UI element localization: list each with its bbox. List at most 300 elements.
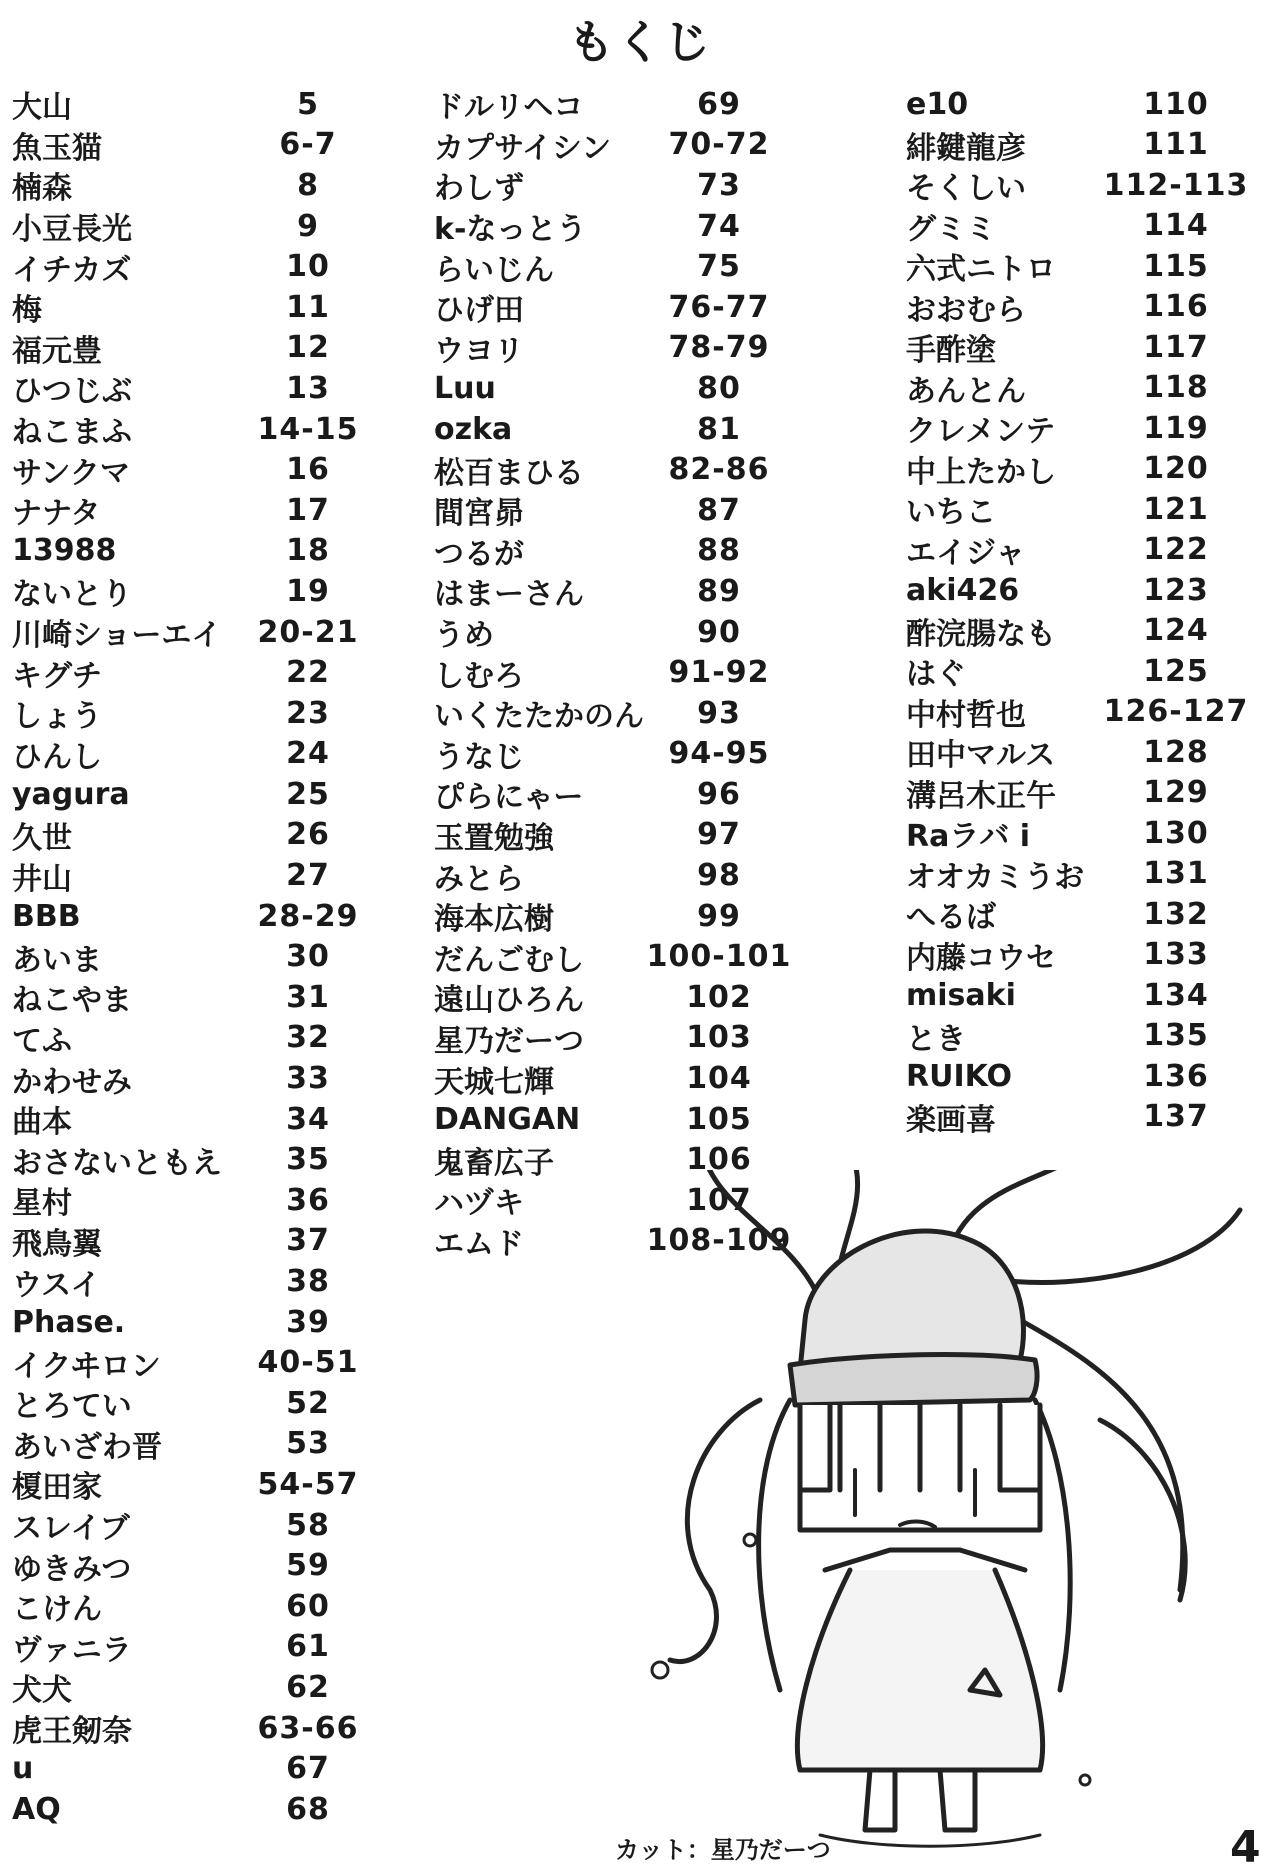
toc-row <box>906 975 1251 1016</box>
toc-author-name: aki426 <box>906 572 1020 608</box>
toc-page-range: 63-66 <box>257 1710 359 1746</box>
toc-author-name: とろてい <box>12 1389 132 1425</box>
character-illustration <box>640 1170 1280 1850</box>
toc-page-range: 31 <box>286 979 330 1015</box>
toc-author-name: ウスイ <box>12 1267 101 1303</box>
toc-page-range: 93 <box>697 695 741 731</box>
toc-row <box>12 1058 372 1099</box>
toc-row <box>906 327 1251 368</box>
toc-page-range: 10 <box>286 249 330 285</box>
toc-page-range: 96 <box>697 776 741 812</box>
toc-author-name: AQ <box>12 1791 61 1827</box>
toc-page-range: 6-7 <box>279 127 337 163</box>
toc-page-range: 90 <box>697 614 741 650</box>
toc-page-range: 69 <box>697 86 741 122</box>
illustration-credit: カット：星乃だーつ <box>615 1836 831 1864</box>
toc-author-name: 川崎ショーエイ <box>12 618 222 654</box>
toc-author-name: ヴァニラ <box>12 1632 132 1668</box>
toc-author-name: ナナタ <box>12 496 101 532</box>
toc-page-range: 133 <box>1143 937 1209 973</box>
toc-row <box>12 1505 372 1546</box>
toc-row <box>12 734 372 775</box>
toc-author-name: ひつじぶ <box>12 374 132 410</box>
toc-row <box>906 84 1251 125</box>
toc-author-name: つるが <box>434 536 524 572</box>
toc-page-range: 14-15 <box>257 411 359 447</box>
toc-page-range: 23 <box>286 695 330 731</box>
toc-row <box>12 165 372 206</box>
toc-author-name: あいま <box>12 942 102 978</box>
toc-author-name: 虎王剱奈 <box>12 1714 132 1750</box>
toc-row <box>12 896 372 937</box>
toc-row <box>12 1708 372 1749</box>
toc-row <box>434 855 799 896</box>
toc-row <box>906 854 1251 895</box>
toc-row <box>12 246 372 287</box>
toc-page-range: 99 <box>697 898 741 934</box>
toc-page-range: 33 <box>286 1061 330 1097</box>
toc-row <box>12 1586 372 1627</box>
toc-page-range: 123 <box>1143 572 1209 608</box>
toc-row <box>906 651 1251 692</box>
toc-author-name: 緋鍵龍彦 <box>906 130 1026 166</box>
toc-row <box>434 693 799 734</box>
toc-author-name: うめ <box>434 618 494 654</box>
toc-page-range: 129 <box>1143 775 1209 811</box>
toc-page-range: 34 <box>286 1101 330 1137</box>
toc-row <box>434 206 799 247</box>
toc-page-range: 58 <box>286 1507 330 1543</box>
toc-page-range: 30 <box>286 939 330 975</box>
toc-author-name: こけん <box>12 1592 102 1628</box>
toc-page-range: 126-127 <box>1103 694 1249 730</box>
toc-page-range: 70-72 <box>668 127 770 163</box>
toc-row <box>434 449 799 490</box>
toc-author-name: 内藤コウセ <box>906 940 1056 976</box>
toc-page-range: 131 <box>1143 856 1209 892</box>
toc-row <box>906 206 1251 247</box>
toc-row <box>12 1180 372 1221</box>
toc-row <box>434 815 799 856</box>
toc-row <box>434 1018 799 1059</box>
toc-page-range: 74 <box>697 208 741 244</box>
toc-author-name: 犬犬 <box>12 1673 72 1709</box>
toc-row <box>12 1099 372 1140</box>
toc-author-name: k-なっとう <box>434 212 587 248</box>
toc-page-range: 5 <box>297 86 319 122</box>
toc-row <box>12 1789 372 1830</box>
toc-page-range: 130 <box>1143 815 1209 851</box>
toc-page-range: 37 <box>286 1223 330 1259</box>
toc-page-range: 114 <box>1143 208 1209 244</box>
toc-page-range: 108-109 <box>646 1223 792 1259</box>
toc-row <box>906 773 1251 814</box>
toc-author-name: ねこやま <box>12 983 132 1019</box>
toc-author-name: しむろ <box>434 658 524 694</box>
toc-row <box>12 368 372 409</box>
toc-page-range: 18 <box>286 533 330 569</box>
toc-row <box>906 894 1251 935</box>
toc-row <box>12 855 372 896</box>
toc-page-range: 27 <box>286 858 330 894</box>
toc-row <box>906 732 1251 773</box>
toc-author-name: はまーさん <box>434 577 584 613</box>
toc-row <box>906 1016 1251 1057</box>
toc-page-range: 78-79 <box>668 330 770 366</box>
toc-page-range: 54-57 <box>257 1466 359 1502</box>
toc-author-name: 曲本 <box>12 1105 72 1141</box>
toc-page-range: 124 <box>1143 613 1209 649</box>
toc-page-range: 9 <box>297 208 319 244</box>
toc-row <box>12 1383 372 1424</box>
toc-row <box>434 531 799 572</box>
toc-page-range: 115 <box>1143 248 1209 284</box>
toc-row <box>434 409 799 450</box>
toc-page-range: 16 <box>286 452 330 488</box>
toc-author-name: 梅 <box>12 293 42 329</box>
toc-page-range: 8 <box>297 167 319 203</box>
toc-page-range: 24 <box>286 736 330 772</box>
toc-author-name: イクヰロン <box>12 1348 161 1384</box>
toc-author-name: 井山 <box>12 861 72 897</box>
toc-page-range: 137 <box>1143 1099 1209 1135</box>
toc-page-range: 40-51 <box>257 1345 359 1381</box>
toc-row <box>12 1627 372 1668</box>
toc-page-range: 103 <box>686 1020 752 1056</box>
toc-author-name: へるば <box>906 900 996 936</box>
toc-row <box>12 815 372 856</box>
toc-row <box>12 1139 372 1180</box>
toc-page-range: 89 <box>697 573 741 609</box>
toc-page-range: 97 <box>697 817 741 853</box>
toc-page-range: 88 <box>697 533 741 569</box>
toc-row <box>434 84 799 125</box>
toc-row <box>12 1261 372 1302</box>
toc-row <box>12 1748 372 1789</box>
toc-page-range: 12 <box>286 330 330 366</box>
toc-page-range: 13 <box>286 370 330 406</box>
toc-page-range: 39 <box>286 1304 330 1340</box>
toc-author-name: 鬼畜広子 <box>434 1145 554 1181</box>
toc-page-range: 59 <box>286 1548 330 1584</box>
toc-row <box>12 449 372 490</box>
toc-author-name: DANGAN <box>434 1101 581 1137</box>
toc-row <box>12 1302 372 1343</box>
toc-page-range: 102 <box>686 979 752 1015</box>
toc-row <box>12 287 372 328</box>
toc-page-range: 111 <box>1143 127 1209 163</box>
toc-row <box>12 1221 372 1262</box>
toc-row <box>906 125 1251 166</box>
toc-author-name: ひんし <box>12 739 102 775</box>
toc-row <box>12 612 372 653</box>
toc-row <box>434 734 799 775</box>
toc-author-name: 間宮昴 <box>434 496 524 532</box>
toc-page-range: 36 <box>286 1182 330 1218</box>
toc-row <box>12 1464 372 1505</box>
toc-author-name: 手酢塗 <box>906 333 996 369</box>
toc-row <box>12 693 372 734</box>
toc-author-name: RUIKO <box>906 1058 1013 1094</box>
toc-row <box>906 611 1251 652</box>
toc-author-name: misaki <box>906 977 1016 1013</box>
toc-author-name: 久世 <box>12 820 72 856</box>
toc-author-name: ハヅキ <box>434 1186 524 1222</box>
toc-author-name: e10 <box>906 86 969 122</box>
toc-page-range: 22 <box>286 655 330 691</box>
toc-author-name: かわせみ <box>12 1064 132 1100</box>
toc-page-range: 110 <box>1143 86 1209 122</box>
toc-author-name: うなじ <box>434 739 524 775</box>
toc-page-range: 26 <box>286 817 330 853</box>
toc-page-range: 136 <box>1143 1058 1209 1094</box>
toc-author-name: Raラバ i <box>906 819 1031 855</box>
toc-row <box>906 570 1251 611</box>
toc-row <box>906 1056 1251 1097</box>
toc-row <box>434 1058 799 1099</box>
toc-row <box>434 896 799 937</box>
toc-row <box>12 125 372 166</box>
toc-author-name: 中上たかし <box>906 454 1056 490</box>
toc-row <box>906 287 1251 328</box>
toc-author-name: ozka <box>434 411 513 447</box>
tentacle-right-bottom <box>1100 1420 1185 1600</box>
toc-author-name: 玉置勉強 <box>434 820 554 856</box>
toc-author-name: u <box>12 1751 34 1787</box>
toc-page-range: 68 <box>286 1791 330 1827</box>
toc-author-name: エイジャ <box>906 535 1026 571</box>
toc-row <box>434 125 799 166</box>
toc-page-range: 91-92 <box>668 655 770 691</box>
toc-page-range: 117 <box>1143 329 1209 365</box>
toc-row <box>12 977 372 1018</box>
toc-row <box>12 1545 372 1586</box>
toc-page-range: 82-86 <box>668 452 770 488</box>
toc-page-range: 67 <box>286 1751 330 1787</box>
toc-page-range: 52 <box>286 1385 330 1421</box>
toc-row <box>12 1342 372 1383</box>
toc-row <box>906 813 1251 854</box>
toc-author-name: 酢浣腸なも <box>906 616 1056 652</box>
toc-page-range: 35 <box>286 1142 330 1178</box>
toc-page-range: 62 <box>286 1669 330 1705</box>
toc-row <box>434 652 799 693</box>
toc-author-name: ねこまふ <box>12 415 132 451</box>
toc-author-name: おおむら <box>906 292 1026 328</box>
toc-row <box>906 368 1251 409</box>
toc-row <box>12 490 372 531</box>
toc-row <box>434 246 799 287</box>
toc-author-name: 福元豊 <box>12 333 102 369</box>
toc-page-range: 122 <box>1143 532 1209 568</box>
toc-author-name: てふ <box>12 1023 72 1059</box>
toc-author-name: おさないともえ <box>12 1145 222 1181</box>
toc-page-range: 132 <box>1143 896 1209 932</box>
toc-page-range: 100-101 <box>646 939 792 975</box>
toc-row <box>12 531 372 572</box>
toc-page-range: 107 <box>686 1182 752 1218</box>
toc-author-name: 六式ニトロ <box>906 252 1056 288</box>
toc-row <box>906 246 1251 287</box>
toc-author-name: 楽画喜 <box>906 1102 996 1138</box>
toc-page-range: 112-113 <box>1103 167 1249 203</box>
toc-page-range: 134 <box>1143 977 1209 1013</box>
toc-row <box>434 1099 799 1140</box>
toc-author-name: キグチ <box>12 658 102 694</box>
toc-page-range: 80 <box>697 370 741 406</box>
toc-row <box>434 328 799 369</box>
toc-author-name: あいざわ晋 <box>12 1429 162 1465</box>
toc-author-name: あんとん <box>906 373 1026 409</box>
toc-author-name: サンクマ <box>12 455 130 491</box>
toc-page-range: 25 <box>286 776 330 812</box>
toc-author-name: 星乃だーつ <box>434 1023 584 1059</box>
toc-author-name: グミミ <box>906 211 996 247</box>
toc-row <box>434 490 799 531</box>
toc-page-range: 28-29 <box>257 898 359 934</box>
toc-author-name: Phase. <box>12 1304 126 1340</box>
toc-author-name: Luu <box>434 370 496 406</box>
toc-page-range: 73 <box>697 167 741 203</box>
toc-author-name: 大山 <box>12 90 72 126</box>
tentacle-left-top <box>700 1170 820 1300</box>
toc-page-range: 98 <box>697 858 741 894</box>
toc-author-name: スレイブ <box>12 1511 130 1547</box>
toc-row <box>12 328 372 369</box>
toc-author-name: オオカミうお <box>906 859 1085 895</box>
toc-row <box>434 774 799 815</box>
toc-author-name: だんごむし <box>434 942 584 978</box>
toc-row <box>434 287 799 328</box>
toc-author-name: カプサイシン <box>434 130 612 166</box>
toc-page-range: 19 <box>286 573 330 609</box>
toc-row <box>434 612 799 653</box>
toc-page-range: 20-21 <box>257 614 359 650</box>
toc-author-name: わしず <box>434 171 524 207</box>
toc-author-name: 海本広樹 <box>434 902 554 938</box>
toc-author-name: イチカズ <box>12 252 132 288</box>
toc-author-name: ドルリヘコ <box>434 90 584 126</box>
toc-author-name: BBB <box>12 898 81 934</box>
toc-author-name: 魚玉猫 <box>12 130 102 166</box>
toc-page-range: 94-95 <box>668 736 770 772</box>
toc-row <box>12 652 372 693</box>
toc-row <box>906 692 1251 733</box>
toc-author-name: みとら <box>434 861 524 897</box>
toc-row <box>434 977 799 1018</box>
toc-author-name: 溝呂木正午 <box>906 778 1056 814</box>
toc-row <box>12 1424 372 1465</box>
toc-page-range: 125 <box>1143 653 1209 689</box>
toc-row <box>12 936 372 977</box>
toc-row <box>12 84 372 125</box>
toc-row <box>12 571 372 612</box>
toc-author-name: 田中マルス <box>906 738 1056 774</box>
toc-page-range: 81 <box>697 411 741 447</box>
toc-row <box>434 165 799 206</box>
toc-column-1 <box>12 84 372 1830</box>
toc-author-name: 飛鳥翼 <box>12 1226 102 1262</box>
toc-row <box>434 571 799 612</box>
toc-page-range: 106 <box>686 1142 752 1178</box>
toc-author-name: ウヨリ <box>434 333 524 369</box>
toc-author-name: らいじん <box>434 252 554 288</box>
page-number: 4 <box>1230 1822 1261 1873</box>
toc-row <box>12 409 372 450</box>
toc-author-name: yagura <box>12 776 130 812</box>
toc-row <box>434 936 799 977</box>
toc-row <box>12 1667 372 1708</box>
toc-row <box>12 774 372 815</box>
toc-row <box>906 165 1251 206</box>
toc-author-name: エムド <box>434 1226 524 1262</box>
toc-page-range: 105 <box>686 1101 752 1137</box>
toc-column-2 <box>434 84 799 1261</box>
toc-author-name: 遠山ひろん <box>434 983 584 1019</box>
toc-row <box>906 489 1251 530</box>
toc-row <box>906 408 1251 449</box>
toc-page-range: 87 <box>697 492 741 528</box>
toc-page-range: 61 <box>286 1629 330 1665</box>
toc-author-name: ぴらにゃー <box>434 780 584 816</box>
toc-author-name: 楠森 <box>12 171 72 207</box>
toc-page-range: 121 <box>1143 491 1209 527</box>
toc-page-range: 135 <box>1143 1018 1209 1054</box>
toc-page-range: 75 <box>697 249 741 285</box>
toc-author-name: はぐ <box>906 657 966 693</box>
toc-author-name: 小豆長光 <box>12 212 132 248</box>
toc-author-name: 星村 <box>12 1186 72 1222</box>
toc-author-name: ないとり <box>12 577 132 613</box>
toc-page-range: 11 <box>286 289 330 325</box>
toc-author-name: 松百まひる <box>434 455 584 491</box>
toc-page-range: 76-77 <box>668 289 770 325</box>
toc-page-range: 118 <box>1143 370 1209 406</box>
toc-page-range: 120 <box>1143 451 1209 487</box>
toc-row <box>12 1018 372 1059</box>
toc-page-range: 104 <box>686 1061 752 1097</box>
page-title: もくじ <box>568 15 712 69</box>
toc-author-name: クレメンテ <box>906 414 1056 450</box>
toc-page-range: 119 <box>1143 410 1209 446</box>
toc-author-name: 中村哲也 <box>906 697 1026 733</box>
toc-author-name: 13988 <box>12 533 117 569</box>
toc-author-name: しょう <box>12 699 102 735</box>
toc-row <box>906 449 1251 490</box>
toc-page-range: 32 <box>286 1020 330 1056</box>
toc-page-range: 17 <box>286 492 330 528</box>
toc-author-name: とき <box>906 1021 966 1057</box>
toc-author-name: ひげ田 <box>434 293 524 329</box>
toc-author-name: 天城七輝 <box>434 1064 554 1100</box>
toc-author-name: 榎田家 <box>12 1470 102 1506</box>
toc-row <box>12 206 372 247</box>
toc-author-name: いちこ <box>906 495 996 531</box>
toc-page-range: 38 <box>286 1264 330 1300</box>
toc-page-range: 53 <box>286 1426 330 1462</box>
toc-row <box>906 530 1251 571</box>
toc-page-range: 116 <box>1143 289 1209 325</box>
toc-row <box>434 368 799 409</box>
toc-author-name: ゆきみつ <box>12 1551 132 1587</box>
toc-row <box>906 935 1251 976</box>
toc-author-name: いくたたかのん <box>434 699 644 735</box>
toc-page-range: 128 <box>1143 734 1209 770</box>
toc-author-name: そくしい <box>906 171 1026 207</box>
toc-row <box>906 1097 1251 1138</box>
toc-column-3 <box>906 84 1251 1137</box>
toc-page-range: 60 <box>286 1588 330 1624</box>
